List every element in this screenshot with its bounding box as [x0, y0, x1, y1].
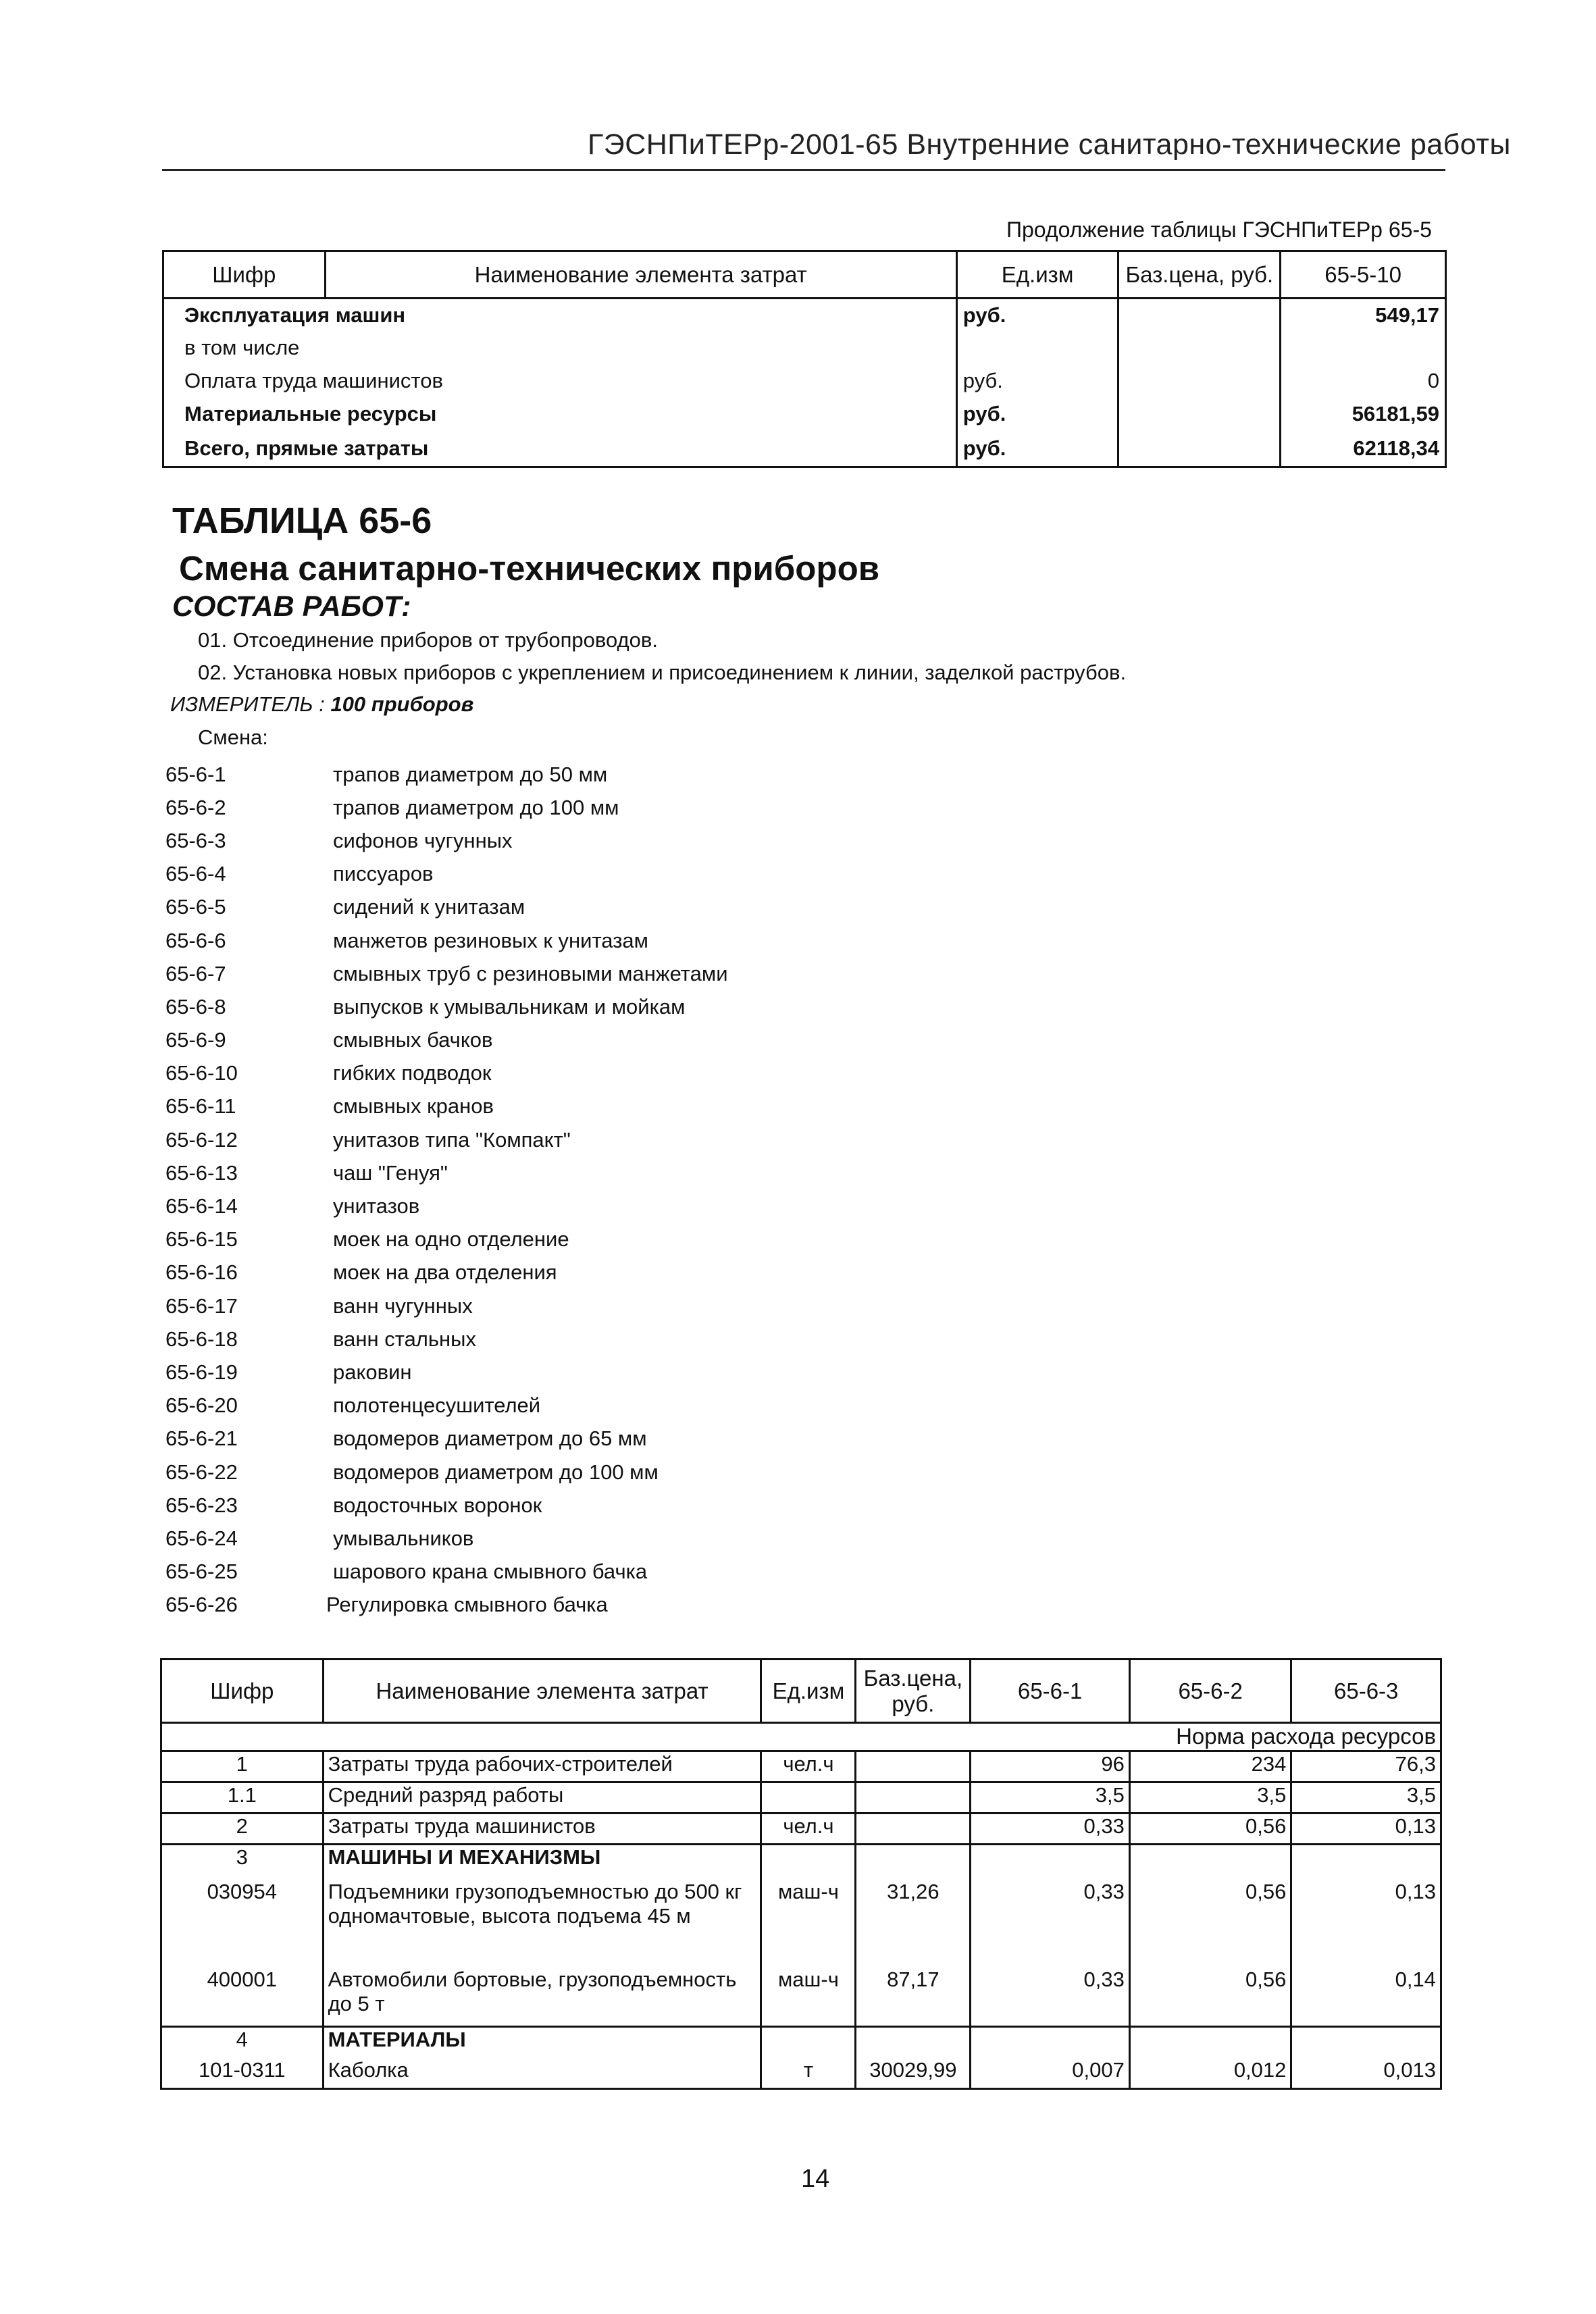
table-row: [161, 1814, 1441, 1845]
item-code: 65-6-25: [165, 1560, 238, 1584]
change-label: Смена:: [198, 725, 268, 749]
row-unit: [761, 1845, 856, 1876]
item-code: 65-6-1: [165, 762, 226, 786]
col-header-65-6-3: 65-6-3: [1291, 1660, 1441, 1723]
list-item: [165, 957, 976, 990]
measure-line: [170, 692, 473, 717]
row-value-1: [971, 2027, 1130, 2058]
row-code: 030954: [161, 1876, 324, 1968]
item-code: 65-6-7: [165, 961, 226, 985]
norm-label-row: [161, 1723, 1441, 1751]
table-header-row: [163, 251, 1446, 299]
item-code: 65-6-12: [165, 1127, 238, 1152]
previous-table: [162, 250, 1447, 468]
row-unit: маш-ч: [761, 1968, 856, 2027]
composition-label: СОСТАВ РАБОТ:: [172, 590, 411, 623]
item-desc: Регулировка смывного бачка: [326, 1593, 608, 1617]
resource-norms-table: [160, 1658, 1442, 2090]
list-item: [165, 1156, 976, 1189]
table-row: [161, 1876, 1441, 1968]
item-code: 65-6-22: [165, 1460, 238, 1484]
list-item: [165, 1456, 976, 1489]
item-desc: смывных труб с резиновыми манжетами: [333, 961, 728, 985]
item-desc: умывальников: [333, 1526, 474, 1550]
item-code: 65-6-3: [165, 828, 226, 852]
header-rule: [162, 169, 1445, 171]
work-step: 01. Отсоединение приборов от трубопроводов.: [198, 628, 658, 652]
row-name: Каболка: [323, 2058, 761, 2089]
list-item: [165, 1555, 976, 1589]
row-name: Эксплуатация машин: [163, 299, 957, 332]
row-value-1: 0,33: [971, 1814, 1130, 1845]
row-value-3: 0,14: [1291, 1968, 1441, 2027]
item-code: 65-6-24: [165, 1526, 238, 1550]
col-header-code: Шифр: [163, 251, 326, 299]
row-unit: руб.: [956, 398, 1118, 431]
norm-label: Норма расхода ресурсов: [161, 1723, 1441, 1751]
item-desc: водомеров диаметром до 65 мм: [333, 1426, 647, 1451]
list-item: [165, 1289, 976, 1322]
row-value-1: 0,007: [971, 2058, 1130, 2089]
row-price: [1118, 365, 1281, 398]
row-value-3: [1291, 1845, 1441, 1876]
item-code: 65-6-15: [165, 1227, 238, 1252]
row-unit: [761, 2027, 856, 2058]
row-value: 56181,59: [1281, 398, 1446, 431]
list-item: [165, 924, 976, 957]
row-value: 62118,34: [1281, 431, 1446, 467]
item-code: 65-6-8: [165, 994, 226, 1019]
item-code: 65-6-20: [165, 1393, 238, 1418]
measure-label: ИЗМЕРИТЕЛЬ :: [170, 692, 325, 716]
row-value-1: 3,5: [971, 1782, 1130, 1814]
item-desc: трапов диаметром до 50 мм: [333, 762, 608, 786]
row-value-3: 0,013: [1291, 2058, 1441, 2089]
row-name: МАТЕРИАЛЫ: [323, 2027, 761, 2058]
list-item: [165, 891, 976, 924]
row-unit: маш-ч: [761, 1876, 856, 1968]
table-title: ТАБЛИЦА 65-6: [172, 500, 432, 541]
row-price: 30029,99: [856, 2058, 971, 2089]
item-desc: ванн чугунных: [333, 1293, 473, 1318]
table-row: [163, 365, 1446, 398]
row-value-2: [1129, 2027, 1291, 2058]
list-item: [165, 1589, 976, 1622]
list-item: [165, 1322, 976, 1356]
list-item: [165, 858, 976, 891]
row-name: Материальные ресурсы: [163, 398, 957, 431]
row-value-2: [1129, 1845, 1291, 1876]
item-desc: смывных кранов: [333, 1094, 494, 1119]
list-item: [165, 1356, 976, 1389]
list-item: [165, 1489, 976, 1522]
row-unit: чел.ч: [761, 1814, 856, 1845]
col-header-unit: Ед.изм: [761, 1660, 856, 1723]
row-price: 31,26: [856, 1876, 971, 1968]
list-item: [165, 1422, 976, 1456]
list-item: [165, 1123, 976, 1156]
table-row: [161, 1968, 1441, 2027]
row-name: в том числе: [163, 332, 957, 365]
row-name: Всего, прямые затраты: [163, 431, 957, 467]
list-item: [165, 758, 976, 791]
row-price: [856, 1814, 971, 1845]
row-value-3: 76,3: [1291, 1751, 1441, 1782]
table-row: [163, 332, 1446, 365]
table-row: [163, 398, 1446, 431]
item-code: 65-6-13: [165, 1160, 238, 1185]
table-row: [161, 1782, 1441, 1814]
item-desc: сидений к унитазам: [333, 895, 525, 919]
col-header-unit: Ед.изм: [956, 251, 1118, 299]
row-value-2: 234: [1129, 1751, 1291, 1782]
item-code: 65-6-4: [165, 862, 226, 886]
item-desc: водомеров диаметром до 100 мм: [333, 1460, 659, 1484]
row-price: [856, 2027, 971, 2058]
row-price: [1118, 299, 1281, 332]
row-code: 1: [161, 1751, 324, 1782]
table-row: [161, 2058, 1441, 2089]
row-price: [856, 1782, 971, 1814]
item-code: 65-6-19: [165, 1360, 238, 1384]
list-item: [165, 1389, 976, 1422]
list-item: [165, 990, 976, 1023]
row-price: [856, 1751, 971, 1782]
row-value-3: 0,13: [1291, 1814, 1441, 1845]
list-item: [165, 791, 976, 824]
row-code: 2: [161, 1814, 324, 1845]
row-price: [1118, 332, 1281, 365]
col-header-name: Наименование элемента затрат: [323, 1660, 761, 1723]
item-desc: трапов диаметром до 100 мм: [333, 795, 619, 819]
item-desc: смывных бачков: [333, 1028, 493, 1052]
row-value-2: 0,56: [1129, 1814, 1291, 1845]
table-row: [161, 1751, 1441, 1782]
row-unit: [956, 332, 1118, 365]
row-value: [1281, 332, 1446, 365]
row-value-2: 0,56: [1129, 1968, 1291, 2027]
row-value-2: 0,56: [1129, 1876, 1291, 1968]
item-code: 65-6-6: [165, 928, 226, 952]
row-value-1: 0,33: [971, 1968, 1130, 2027]
col-header-price: Баз.цена, руб.: [1118, 251, 1281, 299]
measure-value: 100 приборов: [330, 692, 474, 716]
list-item: [165, 1256, 976, 1289]
item-list: [165, 758, 976, 1622]
row-code: 3: [161, 1845, 324, 1876]
item-code: 65-6-18: [165, 1327, 238, 1351]
row-price: [1118, 431, 1281, 467]
item-desc: ванн стальных: [333, 1327, 476, 1351]
row-value-1: [971, 1845, 1130, 1876]
item-desc: выпусков к умывальникам и мойкам: [333, 994, 686, 1019]
section-title: Смена санитарно-технических приборов: [179, 549, 880, 588]
item-desc: раковин: [333, 1360, 412, 1384]
row-code: 4: [161, 2027, 324, 2058]
item-desc: гибких подводок: [333, 1061, 492, 1085]
list-item: [165, 1522, 976, 1555]
item-desc: водосточных воронок: [333, 1493, 542, 1517]
row-value-3: 0,13: [1291, 1876, 1441, 1968]
row-name: Подъемники грузоподъемностью до 500 кг одномачтовые, высота подъема 45 м: [323, 1876, 761, 1968]
row-name: Оплата труда машинистов: [163, 365, 957, 398]
row-unit: чел.ч: [761, 1751, 856, 1782]
table-row: [161, 2027, 1441, 2058]
row-value: 549,17: [1281, 299, 1446, 332]
col-header-name: Наименование элемента затрат: [325, 251, 956, 299]
table-row: [163, 431, 1446, 467]
item-code: 65-6-9: [165, 1028, 226, 1052]
row-unit: [761, 1782, 856, 1814]
item-code: 65-6-5: [165, 895, 226, 919]
item-desc: манжетов резиновых к унитазам: [333, 928, 648, 952]
row-name: Автомобили бортовые, грузоподъемность до 5 т: [323, 1968, 761, 2027]
row-value: 0: [1281, 365, 1446, 398]
item-desc: писсуаров: [333, 862, 434, 886]
item-desc: сифонов чугунных: [333, 828, 513, 852]
item-code: 65-6-11: [165, 1094, 236, 1119]
work-step: 02. Установка новых приборов с укреплением и присоединением к линии, заделкой раструбов.: [198, 661, 1127, 684]
item-code: 65-6-16: [165, 1260, 238, 1285]
item-code: 65-6-26: [165, 1593, 238, 1617]
row-unit: руб.: [956, 365, 1118, 398]
item-code: 65-6-21: [165, 1426, 238, 1451]
item-desc: унитазов: [333, 1194, 420, 1218]
page-number: 14: [801, 2165, 830, 2193]
col-header-price: Баз.цена, руб.: [856, 1660, 971, 1723]
row-price: [856, 1845, 971, 1876]
row-price: 87,17: [856, 1968, 971, 2027]
list-item: [165, 1189, 976, 1223]
row-value-3: 3,5: [1291, 1782, 1441, 1814]
item-code: 65-6-2: [165, 795, 226, 819]
col-header-value: 65-5-10: [1281, 251, 1446, 299]
row-value-1: 0,33: [971, 1876, 1130, 1968]
item-desc: шарового крана смывного бачка: [333, 1560, 648, 1584]
continuation-note: Продолжение таблицы ГЭСНПиТЕРр 65-5: [1006, 217, 1432, 242]
col-header-65-6-2: 65-6-2: [1129, 1660, 1291, 1723]
list-item: [165, 1090, 976, 1123]
item-desc: чаш "Генуя": [333, 1160, 448, 1185]
row-unit: т: [761, 2058, 856, 2089]
item-code: 65-6-17: [165, 1293, 238, 1318]
item-code: 65-6-14: [165, 1194, 238, 1218]
row-price: [1118, 398, 1281, 431]
list-item: [165, 1057, 976, 1090]
row-name: МАШИНЫ И МЕХАНИЗМЫ: [323, 1845, 761, 1876]
col-header-code: Шифр: [161, 1660, 324, 1723]
row-value-1: 96: [971, 1751, 1130, 1782]
list-item: [165, 1024, 976, 1057]
row-value-2: 3,5: [1129, 1782, 1291, 1814]
row-name: Затраты труда рабочих-строителей: [323, 1751, 761, 1782]
item-desc: полотенцесушителей: [333, 1393, 541, 1418]
item-code: 65-6-10: [165, 1061, 238, 1085]
row-code: 400001: [161, 1968, 324, 2027]
row-code: 1.1: [161, 1782, 324, 1814]
item-desc: моек на два отделения: [333, 1260, 557, 1285]
row-unit: руб.: [956, 431, 1118, 467]
page-header-title: ГЭСНПиТЕРр-2001-65 Внутренние санитарно-технические работы: [588, 128, 1511, 161]
table-row: [161, 1845, 1441, 1876]
item-code: 65-6-23: [165, 1493, 238, 1517]
row-name: Средний разряд работы: [323, 1782, 761, 1814]
col-header-65-6-1: 65-6-1: [971, 1660, 1130, 1723]
item-desc: моек на одно отделение: [333, 1227, 569, 1252]
row-value-3: [1291, 2027, 1441, 2058]
row-code: 101-0311: [161, 2058, 324, 2089]
row-value-2: 0,012: [1129, 2058, 1291, 2089]
table-row: [163, 299, 1446, 332]
item-desc: унитазов типа "Компакт": [333, 1127, 571, 1152]
list-item: [165, 1223, 976, 1256]
row-name: Затраты труда машинистов: [323, 1814, 761, 1845]
list-item: [165, 824, 976, 857]
table-header-row: [161, 1660, 1441, 1723]
row-unit: руб.: [956, 299, 1118, 332]
